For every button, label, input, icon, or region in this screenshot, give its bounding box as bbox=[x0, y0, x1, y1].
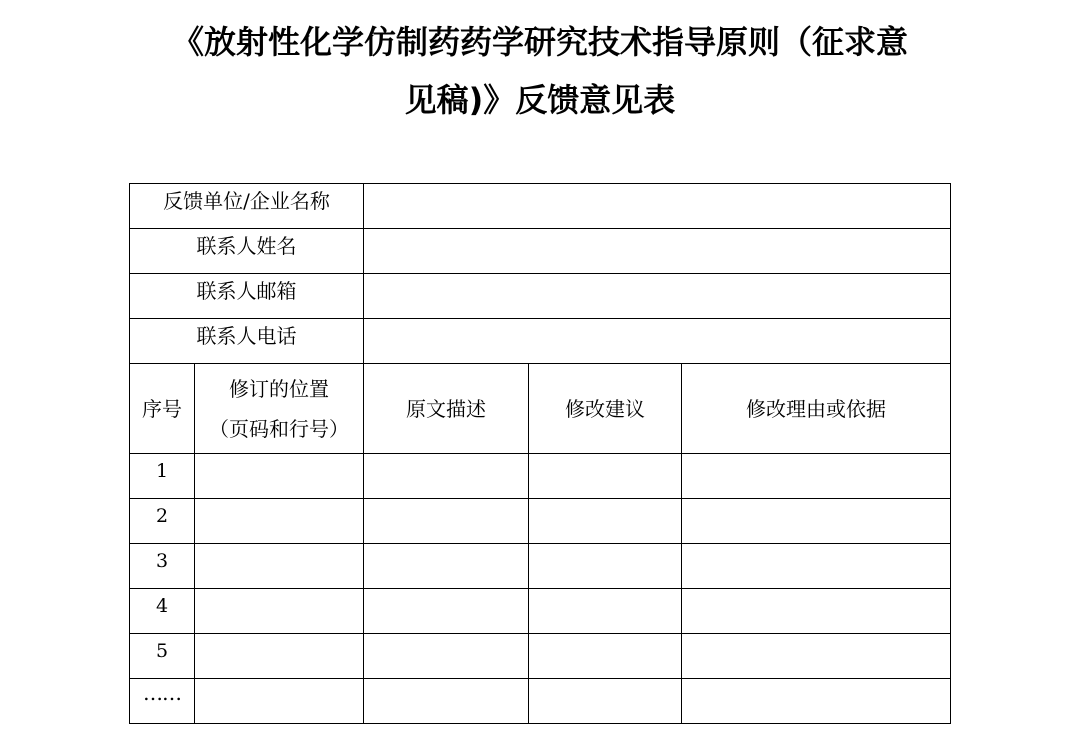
cell-location[interactable] bbox=[195, 544, 364, 589]
cell-suggestion[interactable] bbox=[529, 544, 682, 589]
cell-original[interactable] bbox=[364, 589, 529, 634]
table-row bbox=[130, 454, 951, 499]
col-header-original: 原文描述 bbox=[364, 364, 529, 454]
cell-suggestion[interactable] bbox=[529, 454, 682, 499]
row-number: 2 bbox=[130, 499, 195, 544]
org-row bbox=[130, 184, 951, 229]
table-header-row bbox=[130, 364, 951, 454]
cell-reason[interactable] bbox=[682, 499, 951, 544]
table-row bbox=[130, 544, 951, 589]
cell-location[interactable] bbox=[195, 634, 364, 679]
col-header-location bbox=[195, 364, 364, 454]
col-header-location-line2: （页码和行号） bbox=[209, 416, 349, 441]
cell-location[interactable] bbox=[195, 589, 364, 634]
col-header-location-line1: 修订的位置 bbox=[229, 376, 329, 401]
cell-reason[interactable] bbox=[682, 634, 951, 679]
contact-phone-field[interactable] bbox=[364, 319, 951, 364]
cell-suggestion[interactable] bbox=[529, 499, 682, 544]
col-header-reason: 修改理由或依据 bbox=[682, 364, 951, 454]
row-number: 1 bbox=[130, 454, 195, 499]
cell-reason[interactable] bbox=[682, 679, 951, 724]
cell-location[interactable] bbox=[195, 499, 364, 544]
cell-suggestion[interactable] bbox=[529, 679, 682, 724]
contact-name-row bbox=[130, 229, 951, 274]
cell-suggestion[interactable] bbox=[529, 634, 682, 679]
contact-name-label: 联系人姓名 bbox=[130, 229, 364, 274]
table-row bbox=[130, 634, 951, 679]
contact-phone-label: 联系人电话 bbox=[130, 319, 364, 364]
org-label: 反馈单位/企业名称 bbox=[130, 184, 364, 229]
col-header-seq: 序号 bbox=[130, 364, 195, 454]
contact-email-field[interactable] bbox=[364, 274, 951, 319]
cell-reason[interactable] bbox=[682, 589, 951, 634]
org-field[interactable] bbox=[364, 184, 951, 229]
row-number: 4 bbox=[130, 589, 195, 634]
row-number-ellipsis: …… bbox=[130, 679, 195, 724]
cell-reason[interactable] bbox=[682, 544, 951, 589]
cell-original[interactable] bbox=[364, 499, 529, 544]
table-row bbox=[130, 679, 951, 724]
contact-phone-row bbox=[130, 319, 951, 364]
cell-original[interactable] bbox=[364, 679, 529, 724]
row-number: 3 bbox=[130, 544, 195, 589]
cell-reason[interactable] bbox=[682, 454, 951, 499]
table-row bbox=[130, 589, 951, 634]
cell-location[interactable] bbox=[195, 679, 364, 724]
cell-location[interactable] bbox=[195, 454, 364, 499]
cell-suggestion[interactable] bbox=[529, 589, 682, 634]
cell-original[interactable] bbox=[364, 544, 529, 589]
row-number: 5 bbox=[130, 634, 195, 679]
col-header-suggestion: 修改建议 bbox=[529, 364, 682, 454]
contact-email-label: 联系人邮箱 bbox=[130, 274, 364, 319]
document-title-line2: 见稿)》反馈意见表 bbox=[404, 81, 676, 119]
document-title-line1: 《放射性化学仿制药药学研究技术指导原则（征求意 bbox=[171, 23, 908, 61]
contact-email-row bbox=[130, 274, 951, 319]
table-row bbox=[130, 499, 951, 544]
cell-original[interactable] bbox=[364, 634, 529, 679]
contact-name-field[interactable] bbox=[364, 229, 951, 274]
cell-original[interactable] bbox=[364, 454, 529, 499]
feedback-table bbox=[129, 183, 951, 724]
